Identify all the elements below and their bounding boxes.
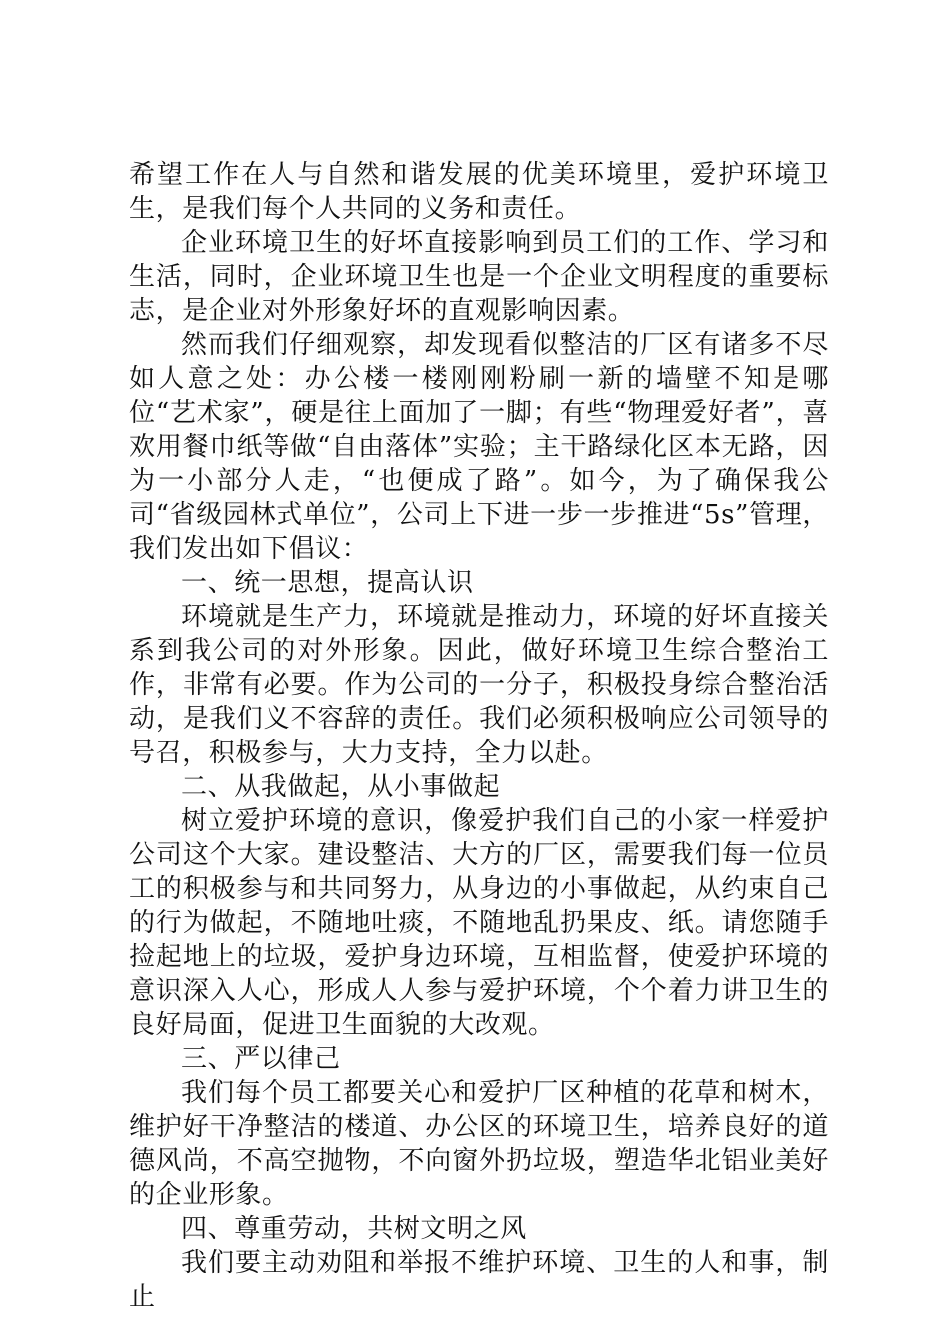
paragraph-observation: 然而我们仔细观察，却发现看似整洁的厂区有诸多不尽如人意之处：办公楼一楼刚刚粉刷一新的墙壁不知是哪位“艺术家”，硬是往上面加了一脚；有些“物理爱好者”，喜欢用餐巾纸等做“自由落体”实验；主干路绿化区本无路，因为一小部分人走，“也便成了路”。如今，为了确保我公司“省级园林式单位”，公司上下进一步一步推进“5s”管理，我们发出如下倡议： (129, 330, 829, 564)
section-heading-2: 二、从我做起，从小事做起 (181, 772, 501, 802)
paragraph-intro-continuation: 希望工作在人与自然和谐发展的优美环境里，爱护环境卫生，是我们每个人共同的义务和责任。 (129, 160, 829, 224)
paragraph-section-4: 我们要主动劝阻和举报不维护环境、卫生的人和事，制止 (129, 1248, 829, 1312)
paragraph-section-2: 树立爱护环境的意识，像爱护我们自己的小家一样爱护公司这个大家。建设整洁、大方的厂区，需要我们每一位员工的积极参与和共同努力，从身边的小事做起，从约束自己的行为做起，不随地吐痰，不随地乱扔果皮、纸。请您随手捡起地上的垃圾，爱护身边环境，互相监督，使爱护环境的意识深入人心，形成人人参与爱护环境，个个着力讲卫生的良好局面，促进卫生面貌的大改观。 (129, 806, 829, 1040)
paragraph-section-3: 我们每个员工都要关心和爱护厂区种植的花草和树木，维护好干净整洁的楼道、办公区的环境卫生，培养良好的道德风尚，不高空抛物，不向窗外扔垃圾，塑造华北铝业美好的企业形象。 (129, 1078, 829, 1210)
section-heading-4: 四、尊重劳动，共树文明之风 (181, 1214, 527, 1244)
section-heading-1: 一、统一思想，提高认识 (181, 568, 474, 598)
document-body (129, 158, 829, 1314)
paragraph-impact: 企业环境卫生的好坏直接影响到员工们的工作、学习和生活，同时，企业环境卫生也是一个企业文明程度的重要标志，是企业对外形象好坏的直观影响因素。 (129, 228, 829, 326)
section-heading-3: 三、严以律己 (181, 1044, 341, 1074)
paragraph-section-1: 环境就是生产力，环境就是推动力，环境的好坏直接关系到我公司的对外形象。因此，做好环境卫生综合整治工作，非常有必要。作为公司的一分子，积极投身综合整治活动，是我们义不容辞的责任。我们必须积极响应公司领导的号召，积极参与，大力支持，全力以赴。 (129, 602, 829, 768)
